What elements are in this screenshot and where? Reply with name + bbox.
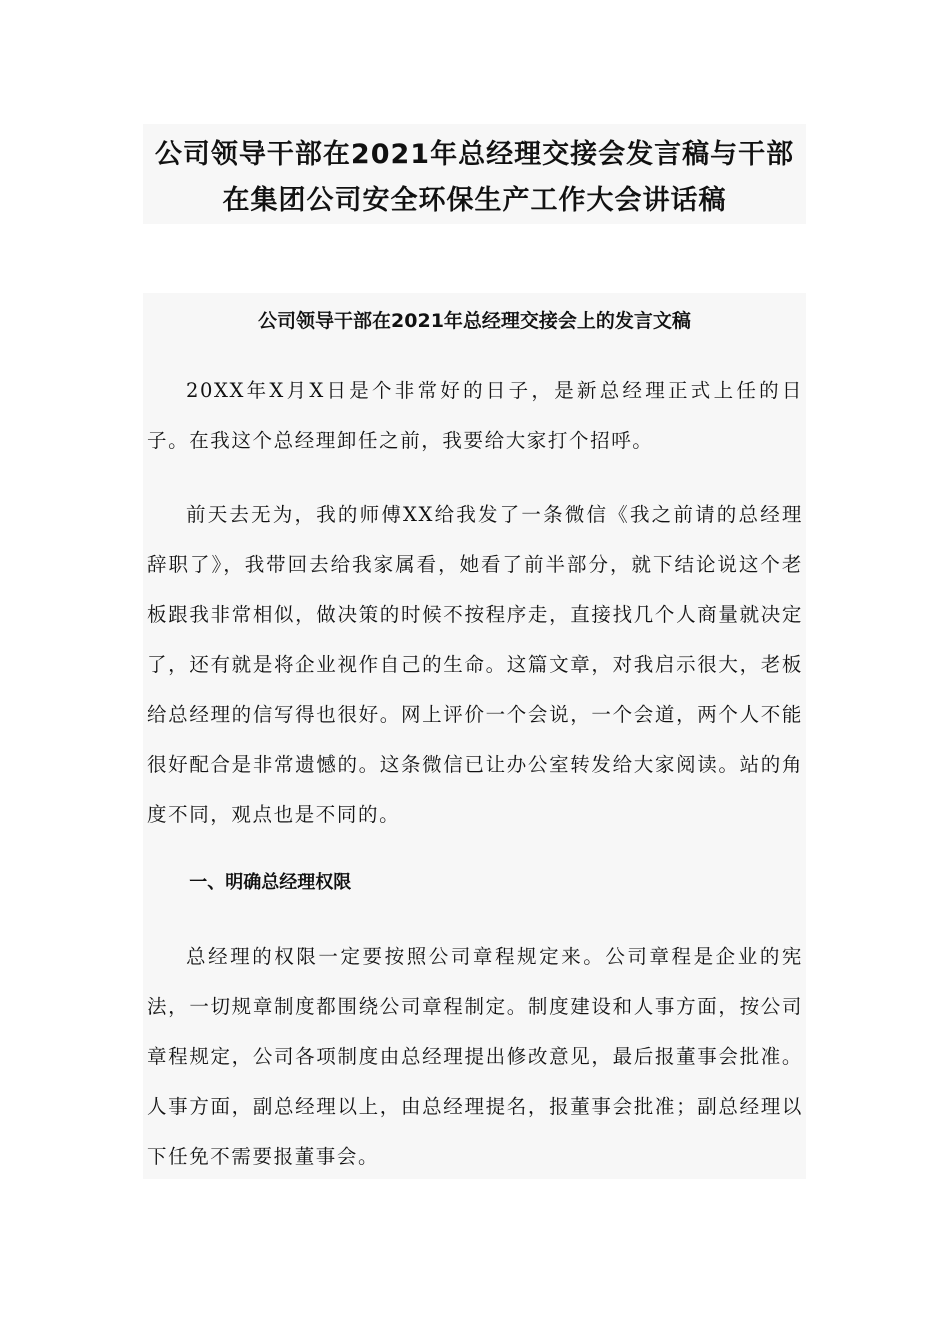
paragraph-2: 前天去无为，我的师傅XX给我发了一条微信《我之前请的总经理辞职了》，我带回去给我家属看，她看了前半部分，就下结论说这个老板跟我非常相似，做决策的时候不按程序走，直接找几个人商量就决定了，还有就是将企业视作自己的生命。这篇文章，对我启示很大，老板给总经理的信写得也很好。网上评价一个会说，一个会道，两个人不能很好配合是非常遗憾的。这条微信已让办公室转发给大家阅读。站的角度不同，观点也是不同的。 [147,503,803,826]
document-title [143,124,806,224]
document-body [143,293,806,1179]
paragraph-1: 20XX年X月X日是个非常好的日子，是新总经理正式上任的日子。在我这个总经理卸任之前，我要给大家打个招呼。 [147,379,803,452]
document-title-line-2: 在集团公司安全环保生产工作大会讲话稿 [222,185,727,216]
document-title-line-1: 公司领导干部在2021年总经理交接会发言稿与干部 [154,139,795,170]
section-title: 公司领导干部在2021年总经理交接会上的发言文稿 [258,310,691,332]
title-block [143,124,806,224]
heading-1: 一、明确总经理权限 [189,872,352,893]
paragraph-3: 总经理的权限一定要按照公司章程规定来。公司章程是企业的宪法，一切规章制度都围绕公司章程制定。制度建设和人事方面，按公司章程规定，公司各项制度由总经理提出修改意见，最后报董事会批准。人事方面，副总经理以上，由总经理提名，报董事会批准；副总经理以下任免不需要报董事会。 [147,945,803,1168]
